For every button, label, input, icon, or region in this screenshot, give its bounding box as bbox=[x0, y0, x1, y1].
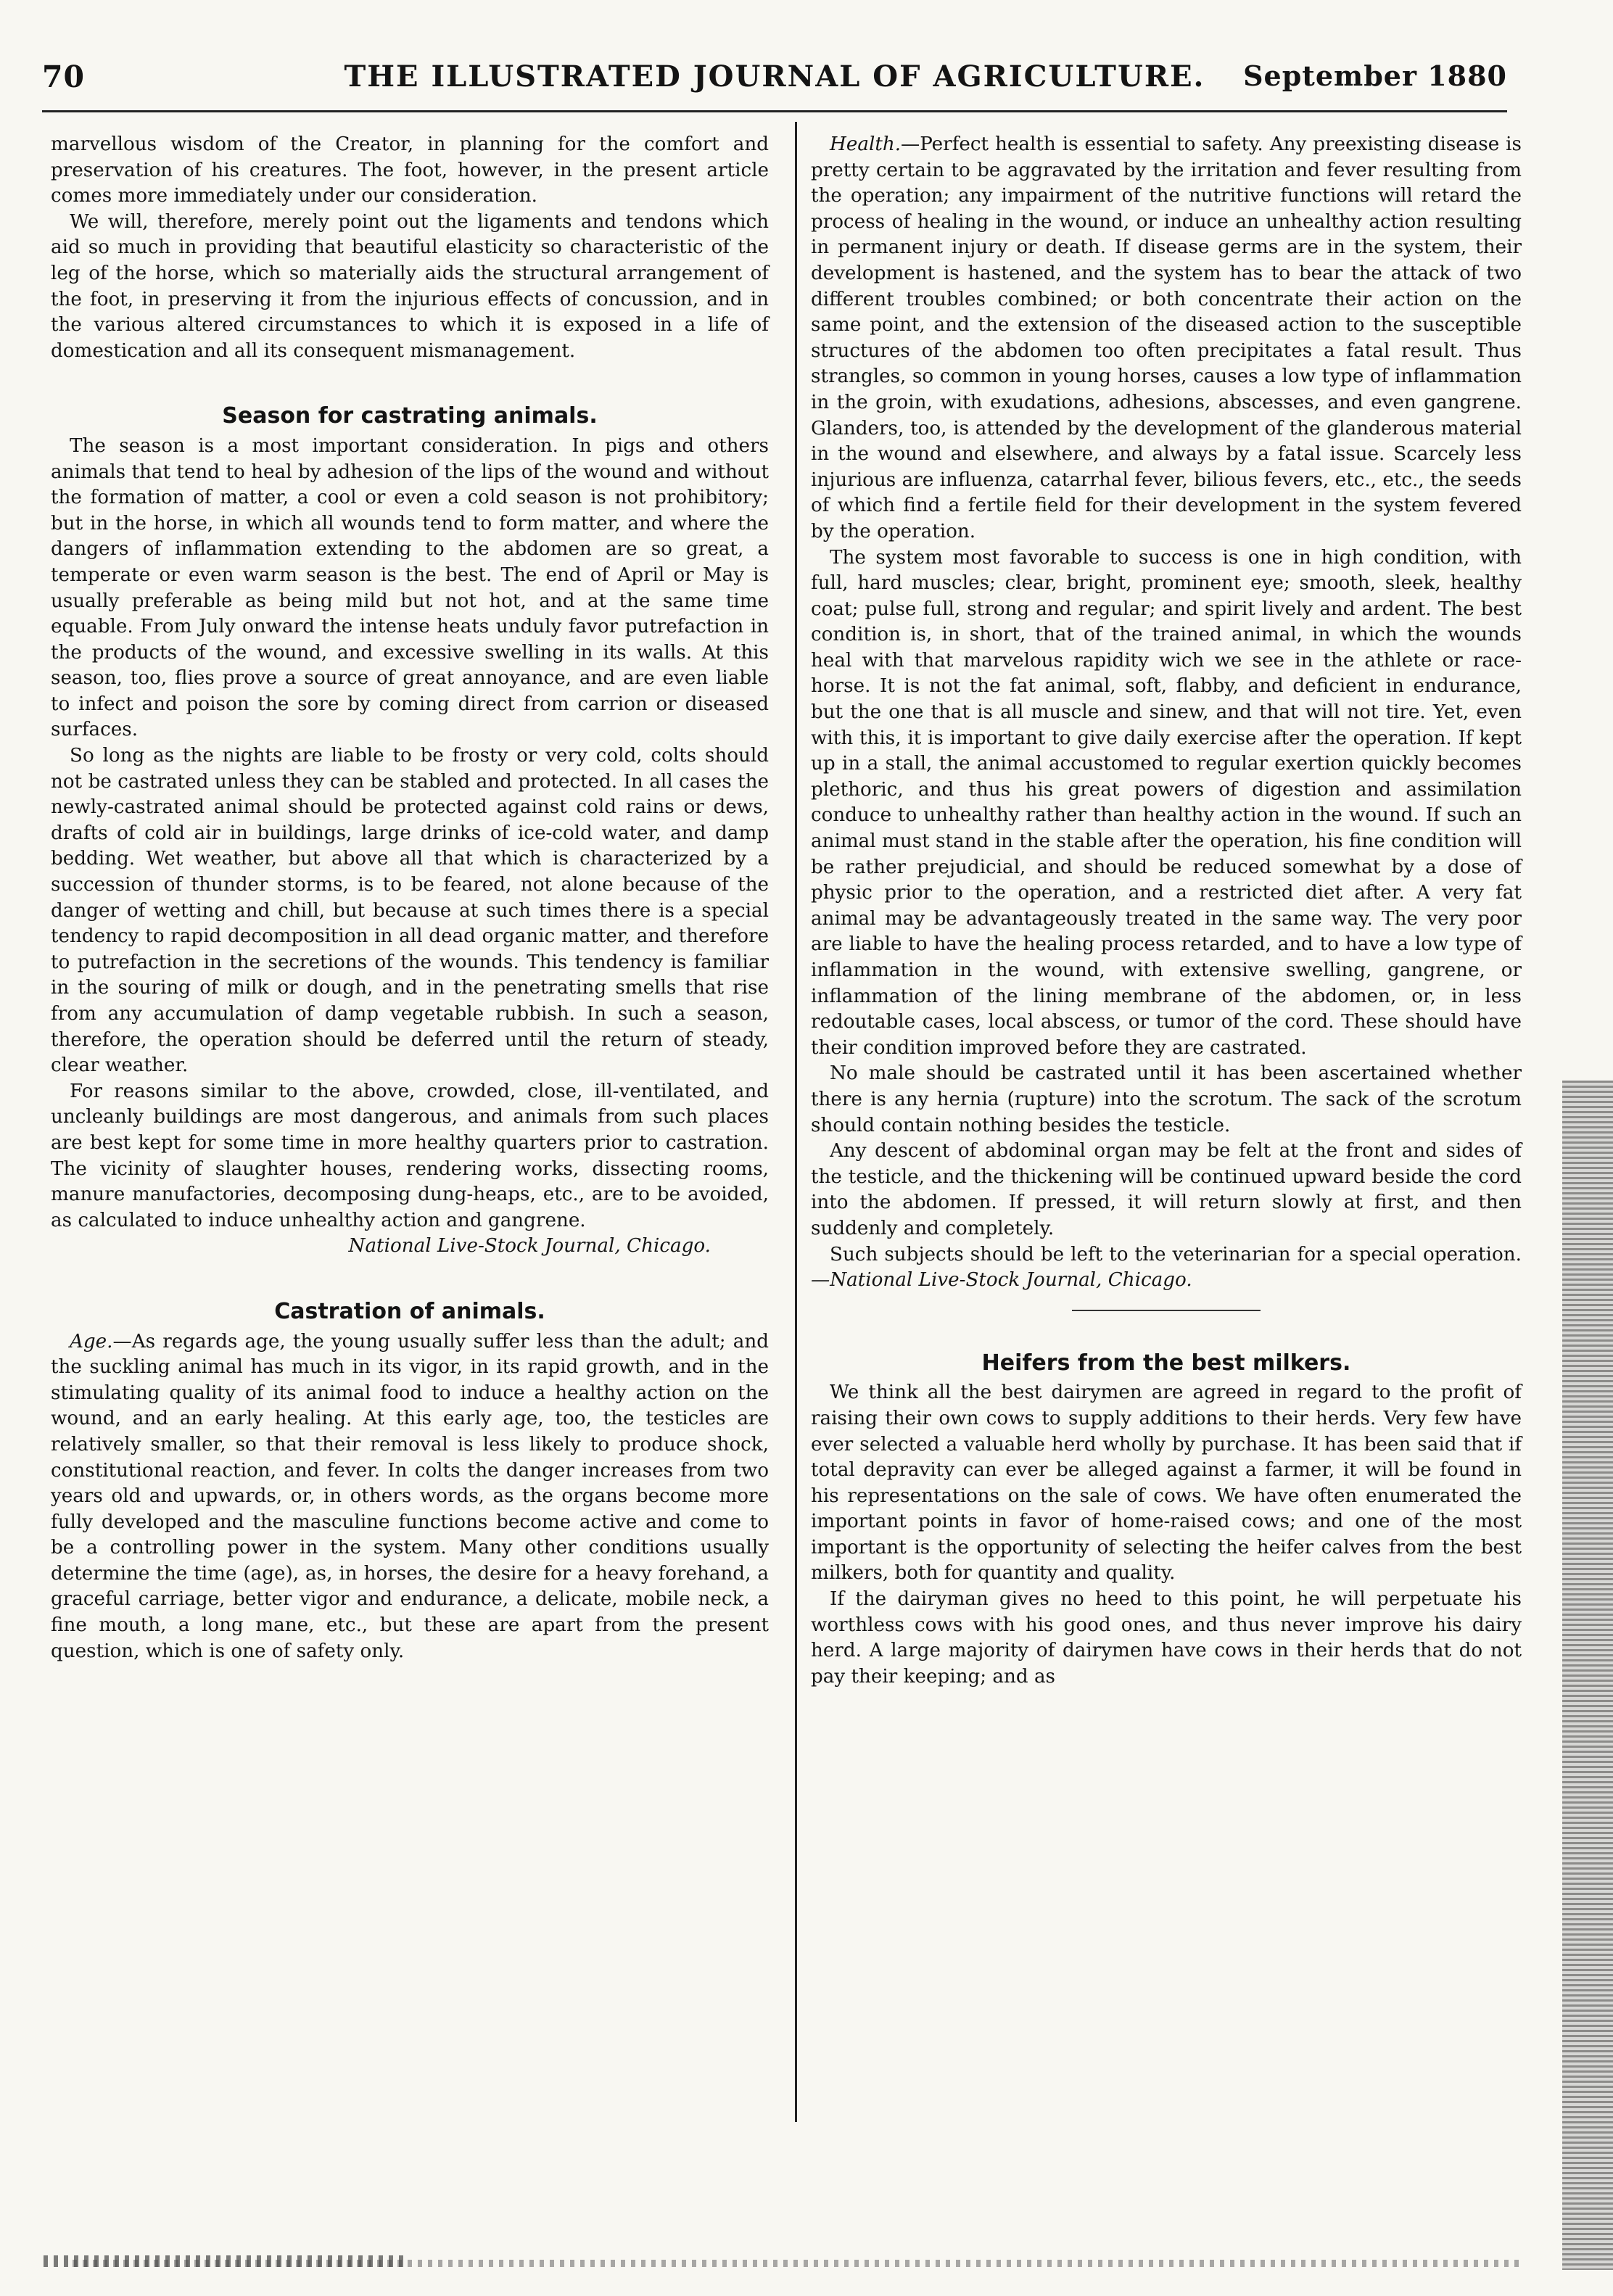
lead-word: Health. bbox=[830, 133, 902, 155]
paragraph-final bbox=[811, 1242, 1522, 1294]
header-rule bbox=[42, 110, 1507, 112]
issue-date: September 1880 bbox=[1243, 59, 1507, 92]
paragraph: If the dairyman gives no heed to this point, he will perpetuate his worthless cows with his good ones, and thus never improve his dairy herd. A large majority of dairymen have cows in their herds that do not pay their keeping; and as bbox=[811, 1588, 1522, 1688]
section-heading-season: Season for castrating animals. bbox=[222, 403, 598, 429]
paragraph-text: —Perfect health is essential to safety. Any preexisting disease is pretty certain to be aggravated by the irritation and fever resulting from the operation; any impairment of the nutritive functions will retard the process of healing in the wound, or induce an unhealthy action resulting in permanent injury or death. If disease germs are in the system, their development is hastened, and the system has to bear the attack of two different troubles combined; or both concentrate their action on the same point, and the extension of the diseased action to the susceptible structures of the abdomen too often precipitates a fatal result. Thus strangles, so common in young horses, causes a low type of inflammation in the groin, with exudations, adhesions, abscesses, and even gangrene. Glanders, too, is attended by the development of the glanderous material in the wound and elsewhere, and always by a fatal issue. Scarcely less injurious are influenza, catarrhal fever, bilious fevers, etc., etc., the seeds of which find a fertile field for their development in the system fevered by the operation. bbox=[811, 133, 1522, 542]
right-column bbox=[811, 132, 1522, 1690]
paragraph-health bbox=[811, 132, 1522, 545]
column-divider bbox=[795, 122, 797, 2122]
print-noise bbox=[73, 2260, 1523, 2267]
paragraph: The system most favorable to success is one in high condition, with full, hard muscles; clear, bright, prominent eye; smooth, sleek, healthy coat; pulse full, strong and regular; and spirit lively and ardent. The best condition is, in short, that of the trained animal, in which the wounds heal with that marvelous rapidity wich we see in the athlete or race-horse. It is not the fat animal, soft, flabby, and deficient in endurance, but the one that is all muscle and sinew, and that will not tire. Yet, even with this, it is important to give daily exercise after the operation. If kept up in a stall, the animal accustomed to regular exertion quickly becomes plethoric, and thus his great powers of digestion and assimilation conduce to unhealthy rather than healthy action in the wound. If such an animal must stand in the stable after the operation, his fine condition will be rather prejudicial, and should be reduced somewhat by a dose of physic prior to the operation, and a restricted diet after. A very fat animal may be advantageously treated in the same way. The very poor are liable to have the healing process retarded, and to have a low type of inflammation in the wound, with extensive swelling, gangrene, or inflammation of the lining membrane of the abdomen, or, in less redoutable cases, local abscess, or tumor of the cord. These should have their condition improved before they are castrated. bbox=[811, 546, 1522, 1059]
paragraph: Any descent of abdominal organ may be felt at the front and sides of the testicle, and the thickening will be continued upward beside the cord into the abdomen. If pressed, it will return slowly at first, and then suddenly and completely. bbox=[811, 1140, 1522, 1239]
paragraph: For reasons similar to the above, crowded, close, ill-ventilated, and uncleanly buildings are most dangerous, and animals from such places are best kept for some time in more healthy quarters prior to castration. The vicinity of slaughter houses, rendering works, dissecting rooms, manure manufactories, decomposing dung-heaps, etc., are to be avoided, as calculated to induce unhealthy action and gangrene. bbox=[51, 1080, 769, 1231]
paragraph-text: —As regards age, the young usually suffer less than the adult; and the suckling animal has much in its vigor, in its rapid growth, and in the stimulating quality of its animal food to induce a healthy action on the wound, and an early healing. At this early age, too, the testicles are relatively smaller, so that their removal is less likely to produce shock, constitutional reaction, and fever. In colts the danger increases from two years old and upwards, or, in others words, as the organs become more fully developed and the masculine functions become active and come to be a controlling power in the system. Many other conditions usually determine the time (age), as, in horses, the desire for a heavy forehand, a graceful carriage, better vigor and endurance, a delicate, mobile neck, a fine mouth, a long mane, etc., but these are apart from the present question, which is one of safety only. bbox=[51, 1330, 769, 1662]
article-credit: National Live-Stock Journal, Chicago. bbox=[348, 1235, 711, 1258]
section-rule bbox=[1072, 1310, 1261, 1311]
paragraph: The season is a most important consideration. In pigs and others animals that tend to heal by adhesion of the lips of the wound and without the formation of matter, a cool or even a cold season is not prohibitory; but in the horse, in which all wounds tend to form matter, and where the dangers of inflammation extending to the abdomen are so great, a temperate or even warm season is the best. The end of April or May is usually preferable as being mild but not hot, and at the same time equable. From July onward the intense heats unduly favor putrefaction in the products of the wound, and excessive swelling in its walls. At this season, too, flies prove a source of great annoyance, and are even liable to infect and poison the sore by coming direct from carrion or diseased surfaces. bbox=[51, 434, 769, 741]
page-number: 70 bbox=[42, 59, 86, 94]
paragraph-text: Such subjects should be left to the veterinarian for a special operation. bbox=[830, 1243, 1522, 1265]
lead-word: Age. bbox=[70, 1330, 113, 1353]
section-heading-castration: Castration of animals. bbox=[274, 1298, 545, 1324]
page-header bbox=[42, 51, 1507, 102]
paragraph: No male should be castrated until it has been ascertained whether there is any hernia (rupture) into the scrotum. The sack of the scrotum should contain nothing besides the testicle. bbox=[811, 1062, 1522, 1136]
journal-title: THE ILLUSTRATED JOURNAL OF AGRICULTURE. bbox=[344, 59, 1205, 94]
paragraph: We think all the best dairymen are agreed in regard to the profit of raising their own cows to supply additions to their herds. Very few have ever selected a valuable herd wholly by purchase. It has been said that if total depravity can ever be alleged against a farmer, it will be found in his representations on the sale of cows. We have often enumerated the important points in favor of home-raised cows; and one of the most important is the opportunity of selecting the heifer calves from the best milkers, both for quantity and quality. bbox=[811, 1382, 1522, 1585]
section-heading-heifers: Heifers from the best milkers. bbox=[981, 1350, 1351, 1376]
paragraph: We will, therefore, merely point out the ligaments and tendons which aid so much in providing that beautiful elasticity so characteristic of the leg of the horse, which so materially aids the structural arrangement of the foot, in preserving it from the injurious effects of concussion, and in the various altered circumstances to which it is exposed in a life of domestication and all its consequent mismanagement. bbox=[51, 210, 769, 362]
paragraph: So long as the nights are liable to be frosty or very cold, colts should not be castrated unless they can be stabled and protected. In all cases the newly-castrated animal should be protected against cold rains or dews, drafts of cold air in buildings, large drinks of ice-cold water, and damp bedding. Wet weather, but above all that which is characterized by a succession of thunder storms, is to be feared, not alone because of the danger of wetting and chill, but because at such times there is a special tendency to rapid decomposition in all dead organic matter, and therefore to putrefaction in the secretions of the wounds. This tendency is familiar in the souring of milk or dough, and in the penetrating smells that rise from any accumulation of damp vegetable rubbish. In such a season, therefore, the operation should be deferred until the return of steady, clear weather. bbox=[51, 745, 769, 1077]
article-credit: —National Live-Stock Journal, Chicago. bbox=[811, 1269, 1192, 1292]
paragraph-age bbox=[51, 1329, 769, 1665]
paragraph: marvellous wisdom of the Creator, in planning for the comfort and preservation of his creatures. The foot, however, in the present article comes more immediately under our consideration. bbox=[51, 133, 769, 207]
left-column bbox=[51, 132, 769, 1664]
page-edge-shadow bbox=[1562, 1081, 1613, 2270]
